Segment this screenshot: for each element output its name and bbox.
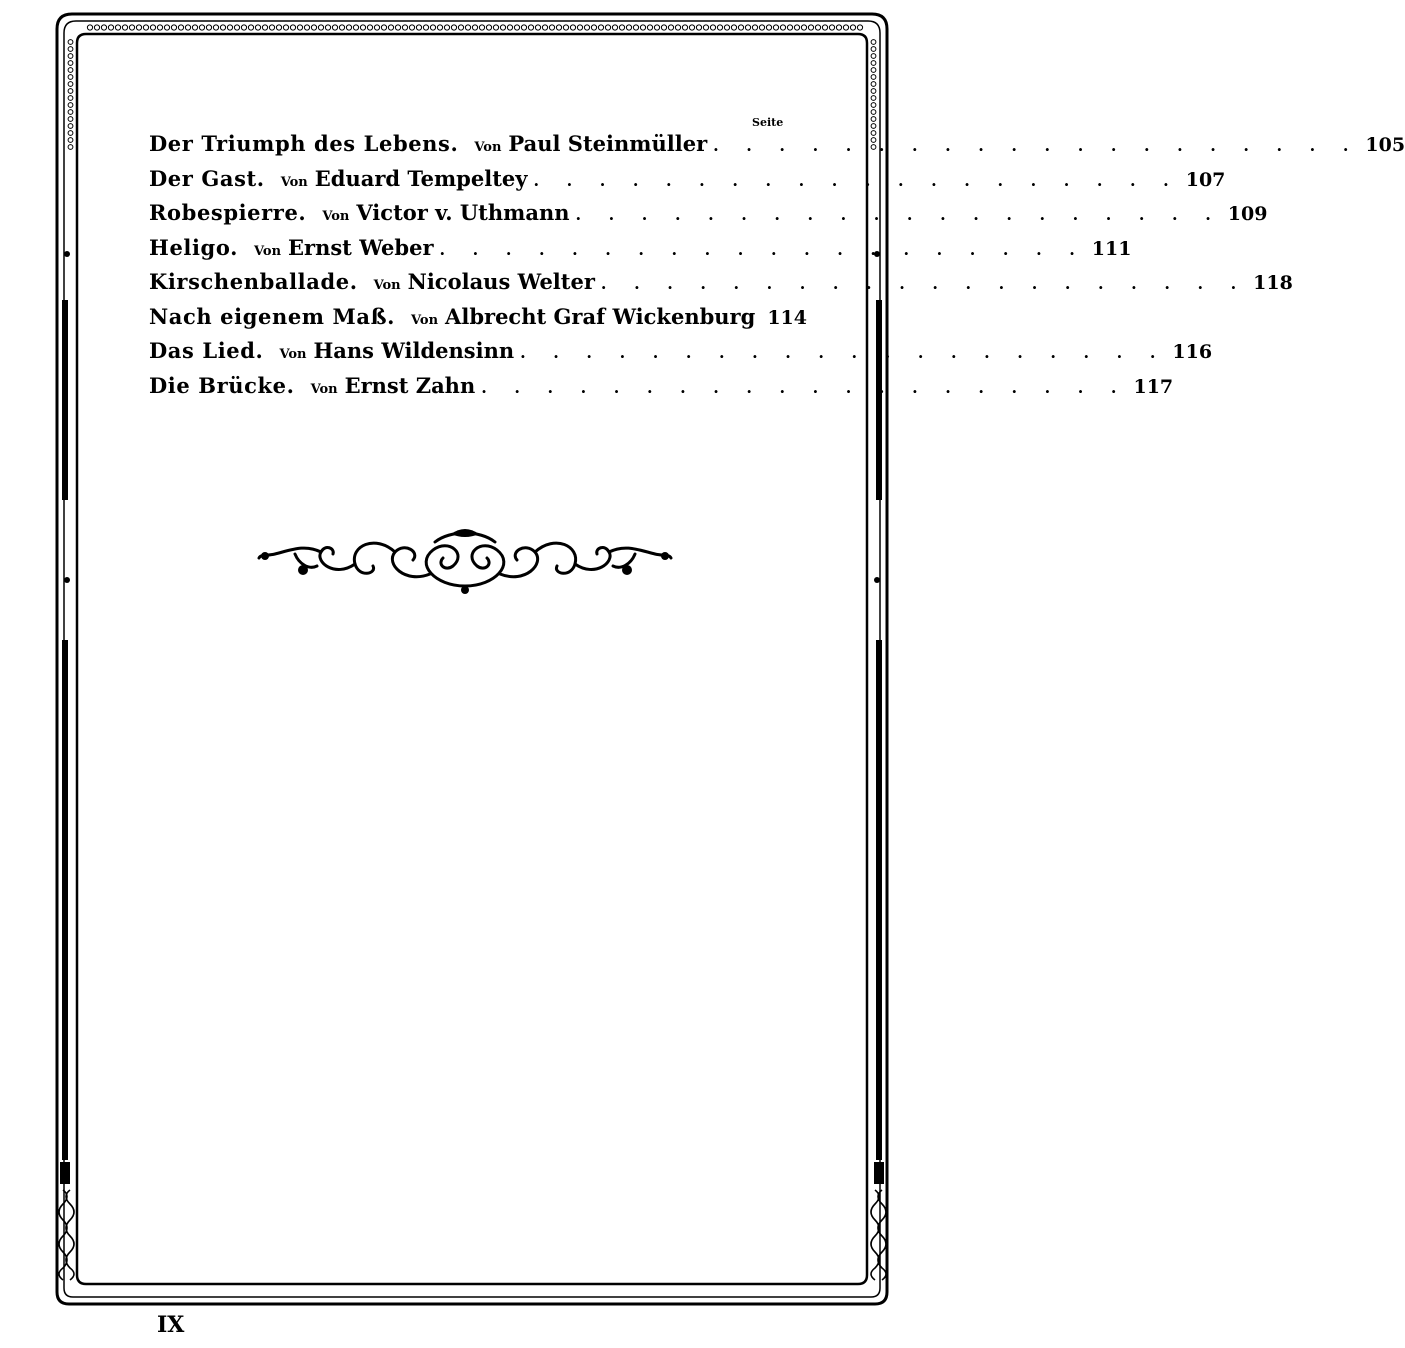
- toc-entry-page: 111: [1091, 237, 1132, 260]
- toc-entry-title: Nach eigenem Maß.: [149, 303, 396, 329]
- toc-leader-dots: . . . . . . . . . . . . . . . . . . . .: [533, 170, 1180, 190]
- toc-entry-page: 118: [1253, 272, 1293, 294]
- toc-entry: [149, 234, 1132, 270]
- toc-entry-page: 105: [1365, 134, 1405, 156]
- toc-entry-author: Victor v. Uthmann: [356, 200, 570, 225]
- toc-entry-page: 117: [1133, 375, 1174, 398]
- toc-leader-dots: . . . . . . . . . . . . . . . . . . . .: [520, 343, 1167, 362]
- toc-entry-author: Ernst Weber: [288, 234, 434, 260]
- floral-scroll-ornament: [255, 524, 675, 594]
- toc-entry-title: Die Brücke.: [149, 372, 295, 398]
- toc-leader-dots: . . . . . . . . . . . . . . . . . . . .: [481, 377, 1128, 397]
- toc-entry-page: 116: [1172, 341, 1213, 363]
- toc-entry-title: Heligo.: [149, 234, 238, 260]
- page-folio: IX: [157, 1312, 185, 1338]
- toc-entry-von: Von: [254, 243, 282, 259]
- toc-entry-page: 107: [1185, 168, 1226, 191]
- toc-entry-title: Der Triumph des Lebens.: [149, 131, 459, 156]
- toc-entry-von: Von: [474, 140, 502, 155]
- page-column-header: Seite: [752, 116, 784, 129]
- toc-entry: [149, 165, 1226, 201]
- toc-entry-von: Von: [280, 174, 308, 190]
- toc-entry-author: Eduard Tempeltey: [314, 165, 528, 191]
- toc-entry: [149, 372, 1174, 408]
- toc-entry: [149, 200, 1268, 235]
- toc-entry-author: Nicolaus Welter: [407, 269, 595, 294]
- toc-entry: [149, 269, 1293, 304]
- toc-leader-dots: . . . . . . . . . . . . . . . . . . . .: [439, 239, 1086, 259]
- table-of-contents: [149, 131, 1405, 407]
- toc-entry-author: Albrecht Graf Wickenburg: [445, 303, 756, 329]
- toc-entry-page: 109: [1227, 203, 1268, 225]
- toc-entry-title: Der Gast.: [149, 165, 265, 191]
- toc-entry: [149, 303, 807, 339]
- toc-entry-author: Hans Wildensinn: [313, 338, 515, 363]
- toc-leader-dots: . . . . . . . . . . . . . . . . . . . .: [600, 274, 1248, 293]
- toc-entry-title: Robespierre.: [149, 200, 307, 225]
- toc-entry-author: Paul Steinmüller: [508, 131, 708, 156]
- toc-entry: [149, 131, 1405, 166]
- toc-entry-title: Kirschenballade.: [149, 269, 358, 294]
- toc-entry-title: Das Lied.: [149, 338, 264, 363]
- toc-entry-von: Von: [322, 209, 350, 224]
- toc-leader-dots: . . . . . . . . . . . . . . . . . . . .: [575, 205, 1222, 224]
- toc-entry-page: 114: [767, 306, 807, 329]
- toc-entry-von: Von: [411, 312, 439, 328]
- toc-entry-von: Von: [279, 347, 307, 362]
- toc-leader-dots: . . . . . . . . . . . . . . . . . . . .: [713, 136, 1360, 155]
- toc-entry: [149, 338, 1213, 373]
- toc-entry-author: Ernst Zahn: [344, 372, 476, 398]
- toc-entry-von: Von: [373, 278, 401, 293]
- toc-entry-von: Von: [310, 381, 338, 397]
